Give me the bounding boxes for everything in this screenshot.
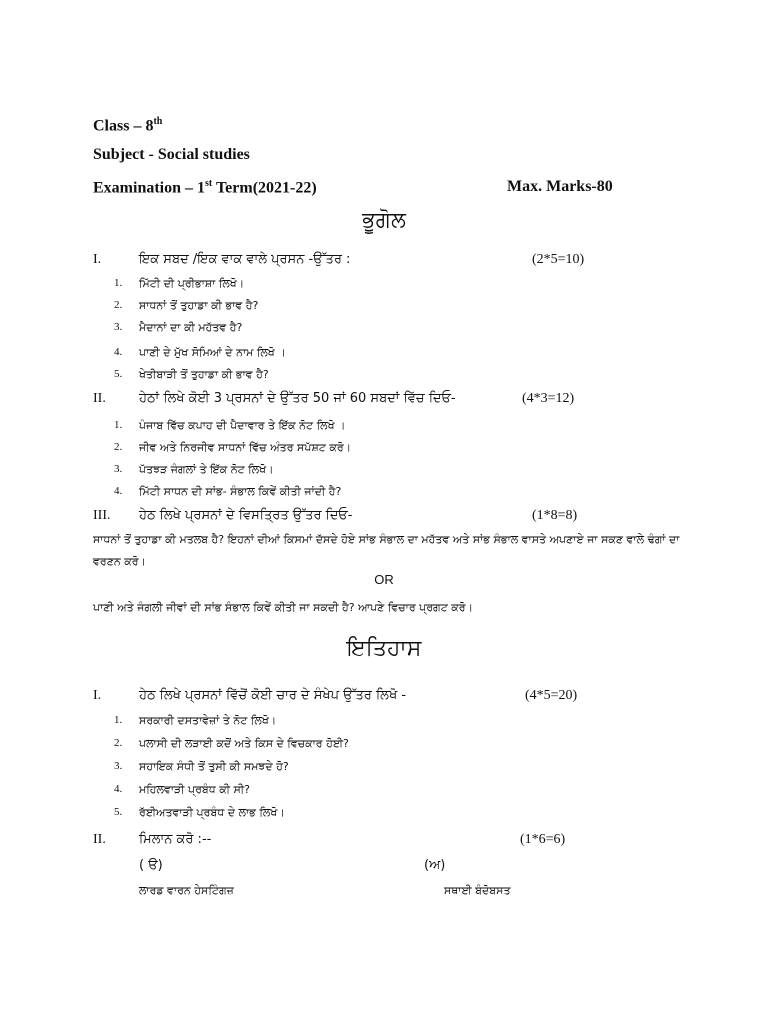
subject-label: Subject - Social studies bbox=[93, 146, 250, 163]
long-question: ਸਾਧਨਾਂ ਤੋਂ ਤੁਹਾਡਾ ਕੀ ਮਤਲਬ ਹੈ? ਇਹਨਾਂ ਦੀਆਂ ਕਿਸਮਾਂ ਦੱਸਦੇ ਹੋਏ ਸਾਂਭ ਸੰਭਾਲ ਦਾ ਮਹੱਤਵ ਅਤੇ ਸਾਂਭ ਸੰਭਾਲ ਵਾਸਤੇ ਅਪਣਾਏ ਜਾ ਸਕਣ ਵਾਲੇ ਢੰਗਾਂ ਦਾ ਵਰਣਨ ਕਰੋ। bbox=[93, 533, 680, 568]
section-title: ਮਿਲਾਨ ਕਰੋ :-- bbox=[139, 832, 212, 847]
alternate-question: ਪਾਣੀ ਅਤੇ ਜੰਗਲੀ ਜੀਵਾਂ ਦੀ ਸਾਂਭ ਸੰਭਾਲ ਕਿਵੇਂ ਕੀਤੀ ਜਾ ਸਕਦੀ ਹੈ? ਆਪਣੇ ਵਿਚਾਰ ਪ੍ਰਗਟ ਕਰੋ। bbox=[93, 601, 473, 614]
column-a-heading: ( ੳ) bbox=[139, 858, 163, 873]
item-number: 4. bbox=[114, 485, 123, 497]
or-divider: OR bbox=[374, 572, 394, 587]
exam-label: Examination – 1st Term(2021-22) bbox=[93, 178, 317, 197]
geography-heading: ਭੂਗੋਲ bbox=[362, 208, 406, 233]
item-number: 3. bbox=[114, 463, 123, 475]
section-title: ਇਕ ਸਬਦ /ਇਕ ਵਾਕ ਵਾਲੇ ਪ੍ਰਸਨ -ਉੱਤਰ : bbox=[139, 252, 351, 267]
section-number: II. bbox=[93, 391, 106, 406]
section-marks: (1*6=6) bbox=[520, 832, 566, 847]
match-item-b: ਸਥਾਈ ਬੰਦੋਬਸਤ bbox=[444, 884, 511, 897]
item-number: 4. bbox=[114, 346, 123, 358]
item-number: 1. bbox=[114, 277, 123, 289]
item-number: 1. bbox=[114, 419, 123, 431]
question-item: ਮਹਿਲਵਾੜੀ ਪ੍ਰਬੰਧ ਕੀ ਸੀ? bbox=[139, 783, 250, 796]
question-item: ਪਾਣੀ ਦੇ ਮੁੱਖ ਸੋਮਿਆਂ ਦੇ ਨਾਮ ਲਿਖੋ । bbox=[139, 346, 286, 359]
section-number: I. bbox=[93, 252, 102, 267]
section-marks: (4*5=20) bbox=[525, 688, 578, 703]
question-item: ਮਿੱਟੀ ਸਾਧਨ ਦੀ ਸਾਂਭ- ਸੰਭਾਲ ਕਿਵੇਂ ਕੀਤੀ ਜਾਂਦੀ ਹੈ? bbox=[139, 485, 342, 498]
question-item: ਪਲਾਸੀ ਦੀ ਲੜਾਈ ਕਦੋਂ ਅਤੇ ਕਿਸ ਦੇ ਵਿਚਕਾਰ ਹੋਈ? bbox=[139, 737, 349, 750]
item-number: 2. bbox=[114, 737, 123, 749]
section-title: ਹੇਠ ਲਿਖੇ ਪ੍ਰਸਨਾਂ ਦੇ ਵਿਸਤ੍ਰਿਤ ਉੱਤਰ ਦਿਓ- bbox=[139, 508, 353, 523]
item-number: 3. bbox=[114, 321, 123, 333]
item-number: 1. bbox=[114, 714, 123, 726]
section-marks: (1*8=8) bbox=[532, 508, 578, 523]
item-number: 4. bbox=[114, 783, 123, 795]
question-item: ਜੀਵ ਅਤੇ ਨਿਰਜੀਵ ਸਾਧਨਾਂ ਵਿੱਚ ਅੰਤਰ ਸਪੱਸ਼ਟ ਕਰੋ। bbox=[139, 441, 352, 454]
section-number: I. bbox=[93, 688, 102, 703]
class-label: Class – 8th bbox=[93, 116, 163, 135]
item-number: 2. bbox=[114, 299, 123, 311]
section-marks: (4*3=12) bbox=[522, 391, 575, 406]
item-number: 2. bbox=[114, 441, 123, 453]
question-item: ਸਰਕਾਰੀ ਦਸਤਾਵੇਜ਼ਾਂ ਤੇ ਨੋਟ ਲਿਖੋ। bbox=[139, 714, 277, 727]
history-heading: ਇਤਿਹਾਸ bbox=[346, 636, 422, 661]
section-number: II. bbox=[93, 832, 106, 847]
question-item: ਰੱਈਅਤਵਾੜੀ ਪ੍ਰਬੰਧ ਦੇ ਲਾਭ ਲਿਖੋ। bbox=[139, 806, 285, 819]
question-item: ਮੈਦਾਨਾਂ ਦਾ ਕੀ ਮਹੱਤਵ ਹੈ? bbox=[139, 321, 243, 334]
question-item: ਪੰਜਾਬ ਵਿੱਚ ਕਪਾਹ ਦੀ ਪੈਦਾਵਾਰ ਤੇ ਇੱਕ ਨੋਟ ਲਿਖੋ । bbox=[139, 419, 346, 432]
question-item: ਪੱਤਝੜ ਜੰਗਲਾਂ ਤੇ ਇੱਕ ਨੋਟ ਲਿਖੋ। bbox=[139, 463, 274, 476]
section-marks: (2*5=10) bbox=[532, 252, 585, 267]
section-number: III. bbox=[93, 508, 111, 523]
section-title: ਹੇਠਾਂ ਲਿਖੇ ਕੋਈ 3 ਪ੍ਰਸਨਾਂ ਦੇ ਉੱਤਰ 50 ਜਾਂ 60 ਸਬਦਾਂ ਵਿੱਚ ਦਿਓ- bbox=[139, 391, 456, 406]
question-item: ਮਿੱਟੀ ਦੀ ਪ੍ਰੀਭਾਸ਼ਾ ਲਿਖੋ। bbox=[139, 277, 245, 290]
column-b-heading: (ਅ) bbox=[424, 858, 446, 873]
max-marks: Max. Marks-80 bbox=[507, 178, 613, 195]
match-item-a: ਲਾਰਡ ਵਾਰਨ ਹੇਸਟਿੰਗਜ਼ bbox=[139, 884, 234, 897]
question-item: ਸਾਧਨਾਂ ਤੋਂ ਤੁਹਾਡਾ ਕੀ ਭਾਵ ਹੈ? bbox=[139, 299, 259, 312]
item-number: 3. bbox=[114, 760, 123, 772]
item-number: 5. bbox=[114, 806, 123, 818]
question-item: ਖੇਤੀਬਾੜੀ ਤੋਂ ਤੁਹਾਡਾ ਕੀ ਭਾਵ ਹੈ? bbox=[139, 368, 269, 381]
item-number: 5. bbox=[114, 368, 123, 380]
question-item: ਸਹਾਇਕ ਸੰਧੀ ਤੋਂ ਤੁਸੀ ਕੀ ਸਮਝਦੇ ਹੋ? bbox=[139, 760, 289, 773]
section-title: ਹੇਠ ਲਿਖੇ ਪ੍ਰਸਨਾਂ ਵਿੱਚੋਂ ਕੋਈ ਚਾਰ ਦੇ ਸੰਖੇਪ ਉੱਤਰ ਲਿਖੋ - bbox=[139, 688, 407, 703]
